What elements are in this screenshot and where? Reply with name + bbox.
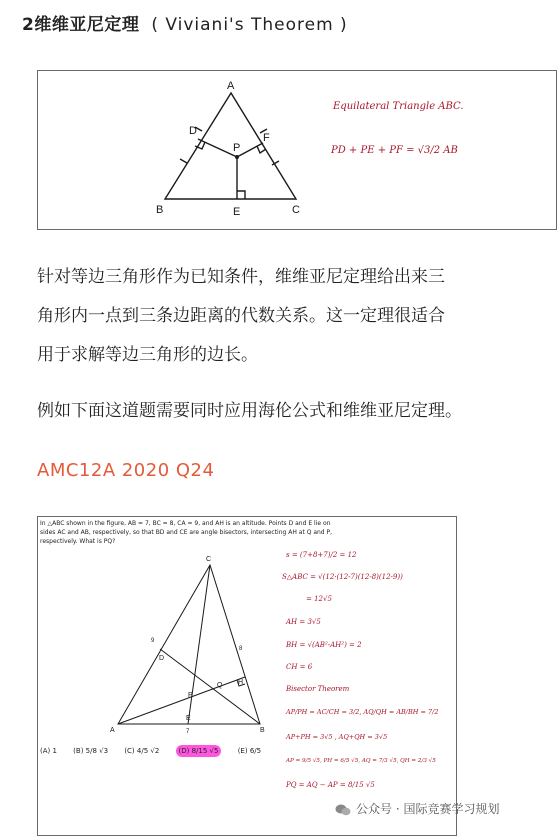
label-e: E (233, 206, 241, 218)
note-semiperimeter: s = (7+8+7)/2 = 12 (286, 551, 357, 559)
problem-statement: In △ABC shown in the figure, AB = 7, BC = 8, CA = 9, and AH is an altitude. Points D and E lie on sides AC and AB, respectively, so that BD and CE are angle bisectors, intersecting AH at Q and P, respectively. What is PQ? (40, 520, 333, 545)
altitude-ah (118, 677, 245, 724)
label-c: C (292, 204, 300, 216)
wechat-icon (335, 804, 351, 816)
choice-b: (B) 5/8 √3 (73, 747, 109, 755)
note-viviani-equation: PD + PE + PF = √3/2 AB (331, 145, 458, 156)
section-title: AMC12A 2020 Q24 (37, 460, 215, 481)
choice-a: (A) 1 (40, 747, 57, 755)
paragraph-line: 用于求解等边三角形的边长。 (37, 345, 258, 365)
label-d: D (189, 125, 197, 137)
point-p (235, 155, 239, 159)
paragraph-line: 针对等边三角形作为已知条件，维维亚尼定理给出来三 (37, 267, 445, 287)
bisector-ce (188, 565, 210, 724)
note-segments: AP = 9/5 √5, PH = 6/5 √5, AQ = 7/3 √5, QH = 2/3 √5 (286, 758, 436, 764)
side-label-ca: 9 (151, 638, 155, 644)
label-a: A (227, 80, 235, 92)
note-equilateral: Equilateral Triangle ABC. (333, 101, 464, 112)
choice-c: (C) 4/5 √2 (124, 747, 160, 755)
amc-problem-figure (37, 516, 457, 836)
triangle-abc (118, 565, 260, 724)
viviani-diagram (38, 71, 556, 229)
label-b: B (260, 727, 265, 734)
paragraph-line: 角形内一点到三条边距离的代数关系。这一定理很适合 (37, 306, 445, 326)
label-p: P (233, 142, 241, 154)
note-area: = 12√5 (306, 595, 332, 603)
note-ah: AH = 3√5 (286, 618, 321, 626)
note-heron: S△ABC = √(12·(12-7)(12-8)(12-9)) (282, 573, 403, 581)
label-f: F (263, 132, 270, 144)
heading-subtitle: ( Viviani's Theorem ) (151, 15, 348, 35)
note-answer: PQ = AQ − AP = 8/15 √5 (286, 781, 375, 789)
label-d: D (159, 655, 165, 662)
note-sums: AP+PH = 3√5 , AQ+QH = 3√5 (286, 733, 388, 741)
choice-d-highlighted: (D) 8/15 √5 (176, 745, 222, 757)
label-q: Q (217, 682, 223, 689)
viviani-figure (37, 70, 557, 230)
watermark (335, 800, 499, 817)
label-p: P (188, 692, 193, 699)
note-ratios: AP/PH = AC/CH = 3/2, AQ/QH = AB/BH = 7/2 (286, 708, 439, 716)
note-ch: CH = 6 (286, 663, 313, 671)
label-a: A (110, 727, 115, 734)
example-paragraph: 例如下面这道题需要同时应用海伦公式和维维亚尼定理。 (37, 401, 462, 421)
choice-e: (E) 6/5 (237, 747, 262, 755)
page-heading (22, 10, 348, 35)
answer-choices (40, 747, 275, 755)
label-h: H (238, 679, 244, 686)
tick-bd (180, 159, 187, 163)
side-label-cb: 8 (239, 646, 243, 652)
label-e: E (186, 715, 191, 722)
note-bisector-theorem: Bisector Theorem (286, 685, 350, 693)
right-angle-e (237, 191, 245, 199)
heading-title: 2维维亚尼定理 (22, 15, 140, 35)
equilateral-triangle (165, 93, 296, 199)
bisector-bd (160, 649, 260, 724)
watermark-text: 公众号 · 国际竞赛学习规划 (356, 802, 500, 816)
note-bh: BH = √(AB²-AH²) = 2 (286, 641, 362, 649)
intro-paragraph (37, 258, 537, 375)
amc-diagram (38, 517, 456, 835)
segment-pd (198, 139, 237, 157)
label-b: B (156, 204, 164, 216)
label-c: C (206, 556, 212, 563)
side-label-ab: 7 (186, 729, 190, 735)
